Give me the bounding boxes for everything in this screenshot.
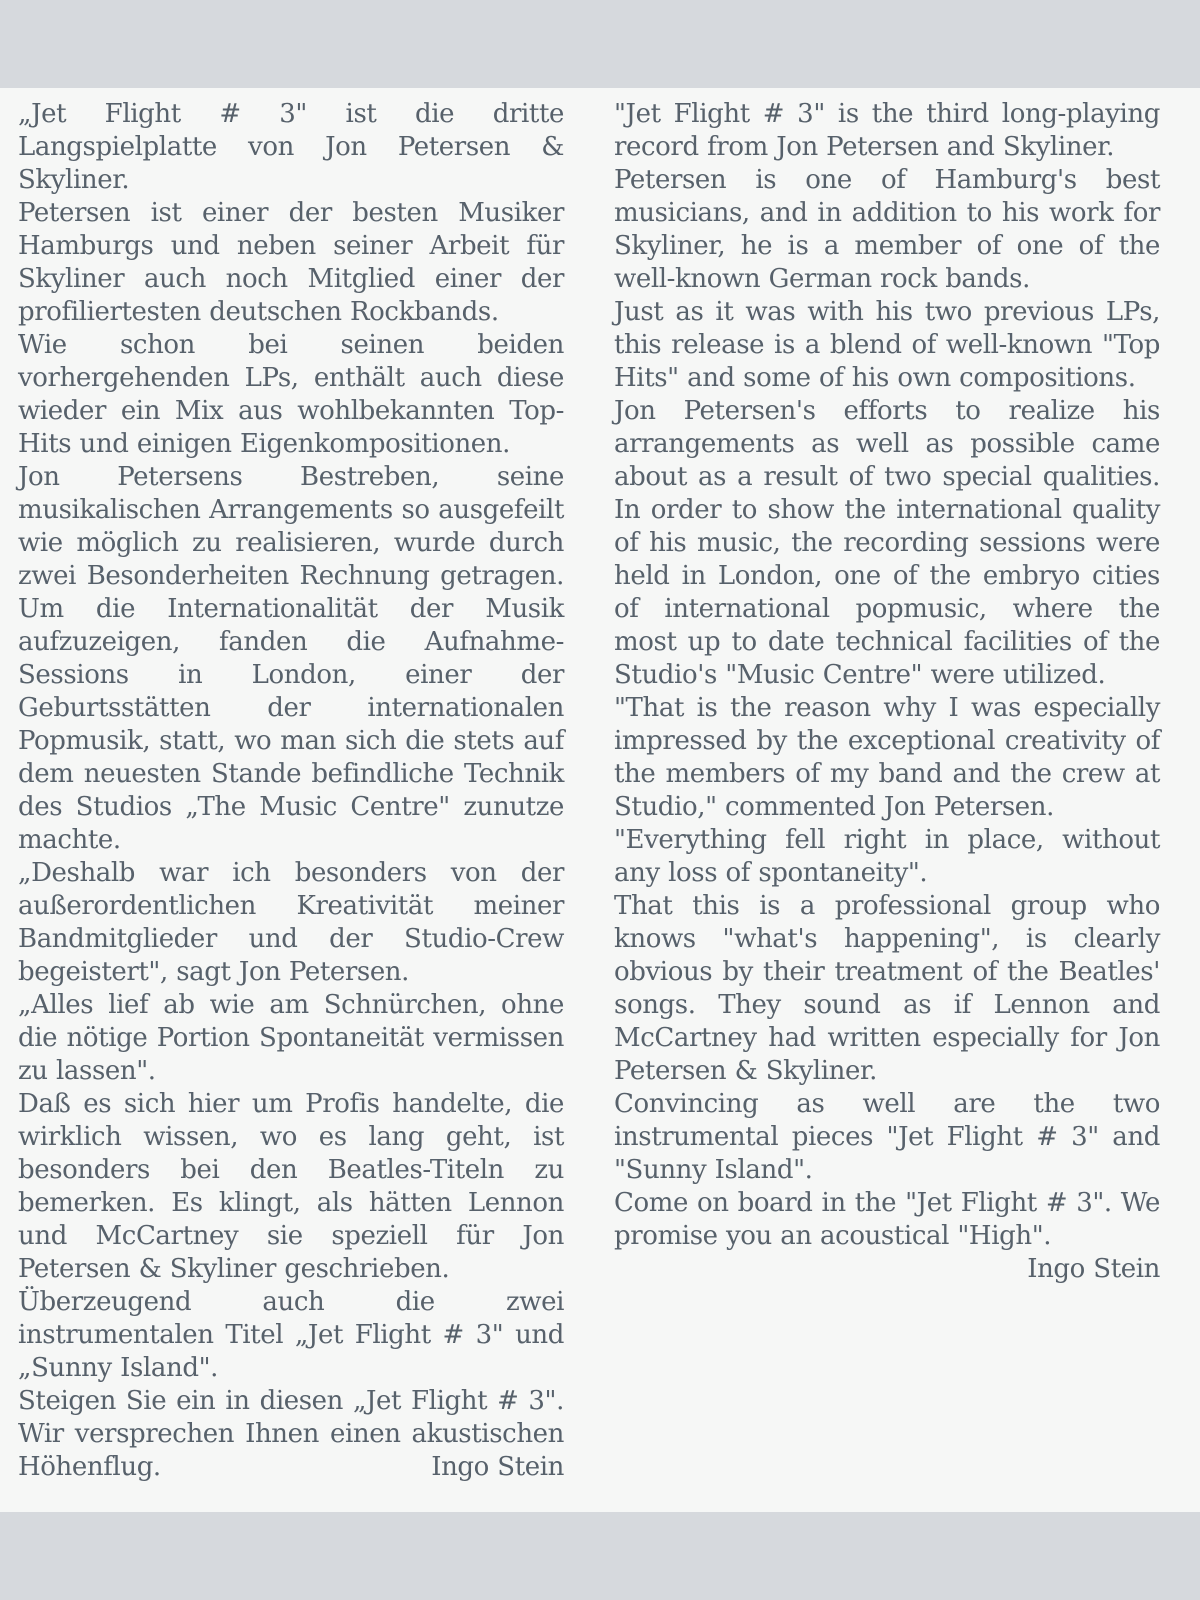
paragraph: „Alles lief ab wie am Schnürchen, ohne die nötige Portion Spontaneität vermissen zu lassen". bbox=[18, 990, 564, 1086]
paragraph: "Everything fell right in place, without any loss of spontaneity". bbox=[614, 825, 1160, 888]
paragraph: Come on board in the "Jet Flight # 3". We promise you an acoustical "High". bbox=[614, 1188, 1160, 1251]
paragraph: Jon Petersens Bestreben, seine musikalischen Arrangements so ausgefeilt wie möglich zu realisieren, wurde durch zwei Besonderheiten Rechnung getragen. Um die Internationalität der Musik aufzuzeigen, fanden die Aufnahme-Sessions in London, einer der Geburtsstätten der internationalen Popmusik, statt, wo man sich die stets auf dem neuesten Stande befindliche Technik des Studios „The Music Centre" zunutze machte. bbox=[18, 462, 564, 855]
paragraph-text: Steigen Sie ein in diesen „Jet Flight # 3". Wir versprechen Ihnen einen akustischen Höhenflug. bbox=[18, 1386, 564, 1482]
two-column-layout bbox=[0, 88, 1200, 1484]
paragraph: That this is a professional group who knows "what's happening", is clearly obvious by their treatment of the Beatles' songs. They sound as if Lennon and McCartney had written especially for Jon Petersen & Skyliner. bbox=[614, 891, 1160, 1086]
paragraph: Überzeugend auch die zwei instrumentalen Titel „Jet Flight # 3" und „Sunny Island". bbox=[18, 1287, 564, 1383]
column-german bbox=[18, 98, 564, 1484]
paragraph: Petersen is one of Hamburg's best musicians, and in addition to his work for Skyliner, he is a member of one of the well-known German rock bands. bbox=[614, 165, 1160, 294]
paragraph bbox=[18, 1385, 564, 1484]
paragraph: „Jet Flight # 3" ist die dritte Langspielplatte von Jon Petersen & Skyliner. bbox=[18, 99, 564, 195]
paragraph: Daß es sich hier um Profis handelte, die wirklich wissen, wo es lang geht, ist besonders bei den Beatles-Titeln zu bemerken. Es klingt, als hätten Lennon und McCartney sie speziell für Jon Petersen & Skyliner geschrieben. bbox=[18, 1089, 564, 1284]
paragraph: Wie schon bei seinen beiden vorhergehenden LPs, enthält auch diese wieder ein Mix aus wohlbekannten Top-Hits und einigen Eigenkompositionen. bbox=[18, 330, 564, 459]
paragraph: Petersen ist einer der besten Musiker Hamburgs und neben seiner Arbeit für Skyliner auch noch Mitglied einer der profiliertesten deutschen Rockbands. bbox=[18, 198, 564, 327]
column-english bbox=[614, 98, 1160, 1484]
paragraph: Jon Petersen's efforts to realize his arrangements as well as possible came about as a result of two special qualities. In order to show the international quality of his music, the recording sessions were held in London, one of the embryo cities of international popmusic, where the most up to date technical facilities of the Studio's "Music Centre" were utilized. bbox=[614, 396, 1160, 690]
author-signature: Ingo Stein bbox=[1027, 1254, 1160, 1284]
paragraph: "That is the reason why I was especially impressed by the exceptional creativity of the members of my band and the crew at Studio," commented Jon Petersen. bbox=[614, 693, 1160, 822]
document-page bbox=[0, 88, 1200, 1512]
paragraph: Convincing as well are the two instrumental pieces "Jet Flight # 3" and "Sunny Island". bbox=[614, 1089, 1160, 1185]
author-signature: Ingo Stein bbox=[431, 1452, 564, 1482]
paragraph: „Deshalb war ich besonders von der außerordentlichen Kreativität meiner Bandmitglieder und der Studio-Crew begeistert", sagt Jon Petersen. bbox=[18, 858, 564, 987]
paragraph: "Jet Flight # 3" is the third long-playing record from Jon Petersen and Skyliner. bbox=[614, 99, 1160, 162]
paragraph: Just as it was with his two previous LPs, this release is a blend of well-known "Top Hits" and some of his own compositions. bbox=[614, 297, 1160, 393]
